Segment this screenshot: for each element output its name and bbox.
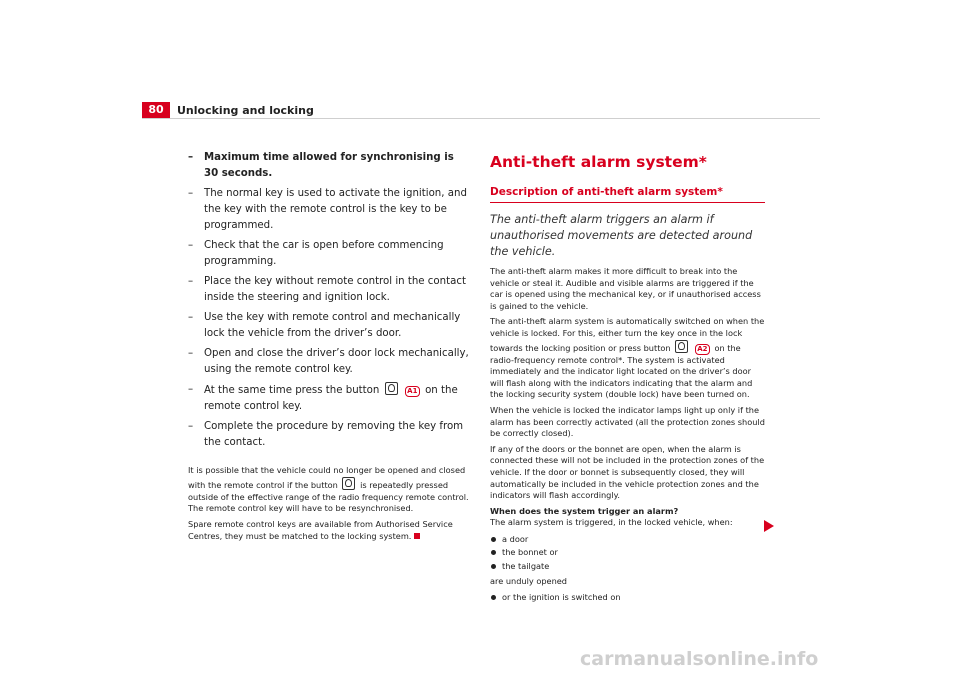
step-6: – Open and close the driver’s door lock mechanically, using the remote control key. xyxy=(188,348,469,375)
callout-badge-a2: A2 xyxy=(695,344,710,355)
paragraph-4: If any of the doors or the bonnet are open, when the alarm is connected these will not be included in the protection zones of the vehicle. If the door or bonnet is subsequently closed, they will automatically be included in the vehicle protection zones and the indicators will flash accordingly. xyxy=(490,443,765,501)
trigger-list xyxy=(490,533,765,574)
page-number: 80 xyxy=(142,102,170,118)
callout-badge-a1: A1 xyxy=(405,386,420,397)
watermark: carmanualsonline.info xyxy=(580,648,819,670)
end-square-icon xyxy=(414,533,420,539)
bullet-icon xyxy=(491,595,496,600)
continue-arrow-icon xyxy=(764,520,774,532)
bullet-icon xyxy=(491,550,496,555)
list-item: the bonnet or xyxy=(490,546,765,560)
step-4: – Place the key without remote control in the contact inside the steering and ignition lock. xyxy=(188,276,466,303)
list-item: a door xyxy=(490,533,765,547)
bullet-icon xyxy=(491,564,496,569)
question-heading: When does the system trigger an alarm? xyxy=(490,505,679,516)
paragraph-3: When the vehicle is locked the indicator lamps light up only if the alarm has been correctly activated (all the protection zones should be correctly closed). xyxy=(490,404,765,439)
section-title: Anti-theft alarm system* xyxy=(490,153,707,171)
step-7: – At the same time press the button A1 on the remote control key. xyxy=(188,384,458,412)
subsection-title: Description of anti-theft alarm system* xyxy=(490,185,765,203)
procedure-steps xyxy=(188,150,470,451)
trigger-list-2 xyxy=(490,591,765,605)
paragraph-2: The anti-theft alarm system is automatically switched on when the vehicle is locked. For this, either turn the key once in the lock towards the locking position or press button A2 on the radio-frequency remote control*. The system is activated immediately and the indicator light located on the driver’s door will flash along with the indicators indicating that the alarm and the locking security system (double lock) have been turned on. xyxy=(490,316,765,400)
right-column xyxy=(490,152,765,607)
note-block xyxy=(188,465,470,543)
body-text xyxy=(490,266,765,605)
list-item: or the ignition is switched on xyxy=(490,591,765,605)
list-item: the tailgate xyxy=(490,560,765,574)
header-rule xyxy=(142,118,820,119)
intro-text: The anti-theft alarm triggers an alarm if unauthorised movements are detected around the vehicle. xyxy=(490,213,753,258)
paragraph-1: The anti-theft alarm makes it more difficult to break into the vehicle or steal it. Audible and visible alarms are triggered if the car is opened using the mechanical key, or if unauthorised access is gained to the vehicle. xyxy=(490,266,761,311)
bullet-icon xyxy=(491,537,496,542)
step-1: – Maximum time allowed for synchronising is 30 seconds. xyxy=(188,152,454,179)
left-column xyxy=(188,150,470,547)
key-lock-icon xyxy=(342,477,355,490)
key-lock-icon xyxy=(675,340,688,353)
step-8: – Complete the procedure by removing the key from the contact. xyxy=(188,421,464,448)
note-paragraph-2: Spare remote control keys are available from Authorised Service Centres, they must be matched to the locking system. xyxy=(188,519,453,541)
step-3: – Check that the car is open before commencing programming. xyxy=(188,240,444,267)
question-text: The alarm system is triggered, in the locked vehicle, when: xyxy=(490,517,733,528)
page-header-title: Unlocking and locking xyxy=(177,104,314,117)
key-lock-icon xyxy=(385,382,398,395)
note-paragraph-1: It is possible that the vehicle could no longer be opened and closed with the remote control if the button is repeatedly pressed outside of the effective range of the radio frequency remote control. The remote control key will have to be resynchronised. xyxy=(188,465,469,514)
step-5: – Use the key with remote control and mechanically lock the vehicle from the driver’s door. xyxy=(188,312,461,339)
after-bullets-text: are unduly opened xyxy=(490,575,567,586)
step-2: – The normal key is used to activate the ignition, and the key with the remote control is the key to be programmed. xyxy=(188,188,467,231)
